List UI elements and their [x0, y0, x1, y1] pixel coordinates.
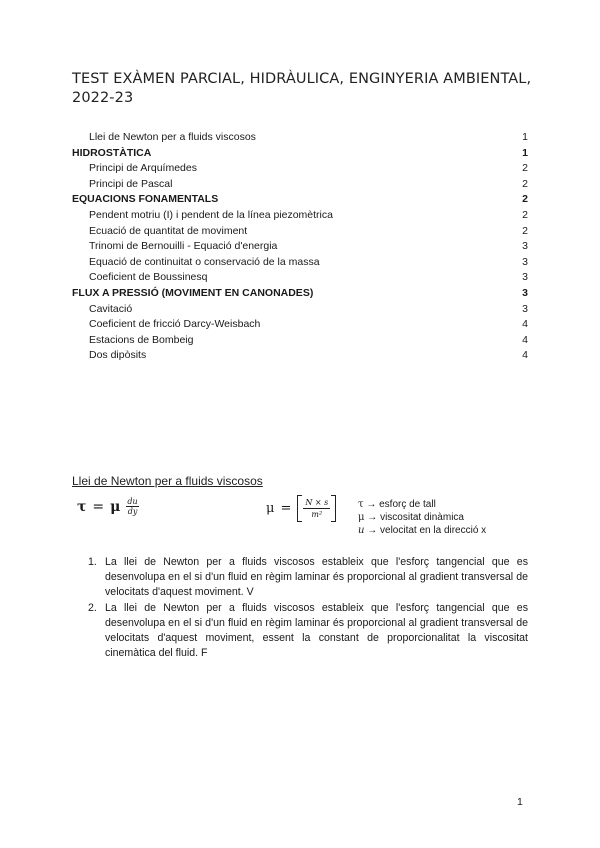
- toc-entry-page: 3: [522, 255, 528, 268]
- toc-entry-label: Pendent motriu (I) i pendent de la línea piezomètrica: [89, 208, 333, 221]
- toc-entry-label: Cavitació: [89, 302, 133, 315]
- arrow-icon: →: [367, 525, 378, 536]
- toc-entry[interactable]: [72, 239, 528, 255]
- toc-entry-label: Trinomi de Bernouilli - Equació d'energia: [89, 240, 278, 253]
- toc-entry[interactable]: [72, 270, 528, 286]
- toc-entry-label: Principi de Pascal: [89, 177, 173, 190]
- legend-item: [358, 498, 486, 511]
- legend-symbol: τ: [358, 499, 364, 510]
- equals-sign: =: [92, 498, 105, 515]
- mu-symbol: μ: [266, 501, 275, 516]
- toc-entry[interactable]: [72, 177, 528, 193]
- arrow-icon: →: [366, 499, 377, 510]
- units-bracket: [297, 495, 336, 522]
- toc-entry[interactable]: [72, 333, 528, 349]
- list-item: [88, 601, 528, 662]
- list-item-number: 1.: [88, 556, 97, 568]
- toc-entry-page: 2: [522, 193, 528, 206]
- toc-entry-page: 3: [522, 286, 528, 299]
- toc-entry-page: 3: [522, 240, 528, 253]
- toc-entry-label: Llei de Newton per a fluids viscosos: [89, 131, 256, 143]
- question-list: [88, 555, 528, 661]
- units-fraction: [303, 497, 330, 520]
- toc-entry-page: 2: [522, 208, 528, 221]
- toc-entry[interactable]: [72, 348, 528, 364]
- toc-entry-page: 4: [522, 349, 528, 362]
- toc-entry-label: Estacions de Bombeig: [89, 333, 194, 346]
- toc-entry-label: Coeficient de fricció Darcy-Weisbach: [89, 318, 261, 331]
- fraction-denominator: dy: [127, 507, 138, 516]
- toc-entry[interactable]: [72, 317, 528, 333]
- toc-entry[interactable]: [72, 302, 528, 318]
- toc-entry-page: 4: [522, 333, 528, 346]
- toc-entry-label: HIDROSTÀTICA: [72, 146, 152, 159]
- document-title: TEST EXÀMEN PARCIAL, HIDRÀULICA, ENGINYERIA AMBIENTAL, 2022-23: [72, 71, 532, 106]
- newton-equation: [77, 497, 139, 516]
- toc-entry-page: 1: [522, 131, 528, 143]
- fraction-numerator: du: [127, 497, 138, 506]
- toc-heading[interactable]: [72, 286, 528, 302]
- legend-symbol: μ: [358, 512, 365, 523]
- list-item: [88, 555, 528, 601]
- toc-entry-page: 4: [522, 318, 528, 331]
- velocity-gradient-fraction: [126, 497, 138, 516]
- toc-entry[interactable]: [72, 130, 528, 146]
- toc-entry-page: 2: [522, 224, 528, 237]
- list-item-text: La llei de Newton per a fluids viscosos estableix que l'esforç tangencial que es desenvolupa en el si d'un fluid en règim laminar és proporcional al gradient transversal de velocitats d'aquest moviment. V: [105, 556, 528, 599]
- legend-text: velocitat en la direcció x: [380, 525, 487, 536]
- toc-entry-page: 3: [522, 302, 528, 315]
- toc-entry-label: Principi de Arquímedes: [89, 162, 197, 175]
- legend-item: [358, 524, 486, 537]
- mu-symbol: μ: [110, 498, 121, 515]
- tau-symbol: τ: [77, 498, 87, 515]
- page-number: 1: [517, 796, 523, 808]
- toc-heading[interactable]: [72, 146, 528, 162]
- toc-entry-label: Dos dipòsits: [89, 349, 147, 362]
- toc-entry-label: EQUACIONS FONAMENTALS: [72, 193, 219, 206]
- toc-entry[interactable]: [72, 255, 528, 271]
- arrow-icon: →: [367, 512, 378, 523]
- legend-symbol: u: [358, 525, 365, 536]
- toc-entry-page: 3: [522, 271, 528, 284]
- legend-text: esforç de tall: [379, 499, 436, 510]
- fraction-denominator: m²: [311, 510, 323, 519]
- toc-entry[interactable]: [72, 224, 528, 240]
- toc-entry-page: 2: [522, 162, 528, 175]
- fraction-numerator: N × s: [305, 498, 329, 507]
- symbol-legend: [358, 498, 486, 537]
- table-of-contents: [72, 130, 528, 364]
- section-title: Llei de Newton per a fluids viscosos: [72, 474, 263, 488]
- toc-entry-label: Ecuació de quantitat de moviment: [89, 224, 248, 237]
- legend-item: [358, 511, 486, 524]
- toc-entry[interactable]: [72, 208, 528, 224]
- equals-sign: =: [280, 501, 292, 516]
- toc-entry-page: 1: [522, 146, 528, 159]
- toc-entry-label: Equació de continuitat o conservació de la massa: [89, 255, 320, 268]
- toc-entry-label: FLUX A PRESSIÓ (MOVIMENT EN CANONADES): [72, 286, 314, 299]
- list-item-number: 2.: [88, 601, 97, 614]
- legend-text: viscositat dinàmica: [380, 512, 464, 523]
- toc-entry[interactable]: [72, 161, 528, 177]
- toc-entry-page: 2: [522, 177, 528, 190]
- list-item-text: La llei de Newton per a fluids viscosos estableix que l'esforç tangencial que es desenvolupa en el si d'un fluid en règim laminar és proporcional al gradient transversal de velocitats d'aquest moviment, essent la constant de proporcionalitat la viscositat cinemàtica del fluid. F: [105, 601, 528, 660]
- toc-entry-label: Coeficient de Boussinesq: [89, 271, 208, 284]
- viscosity-units-equation: [266, 495, 336, 522]
- toc-heading[interactable]: [72, 192, 528, 208]
